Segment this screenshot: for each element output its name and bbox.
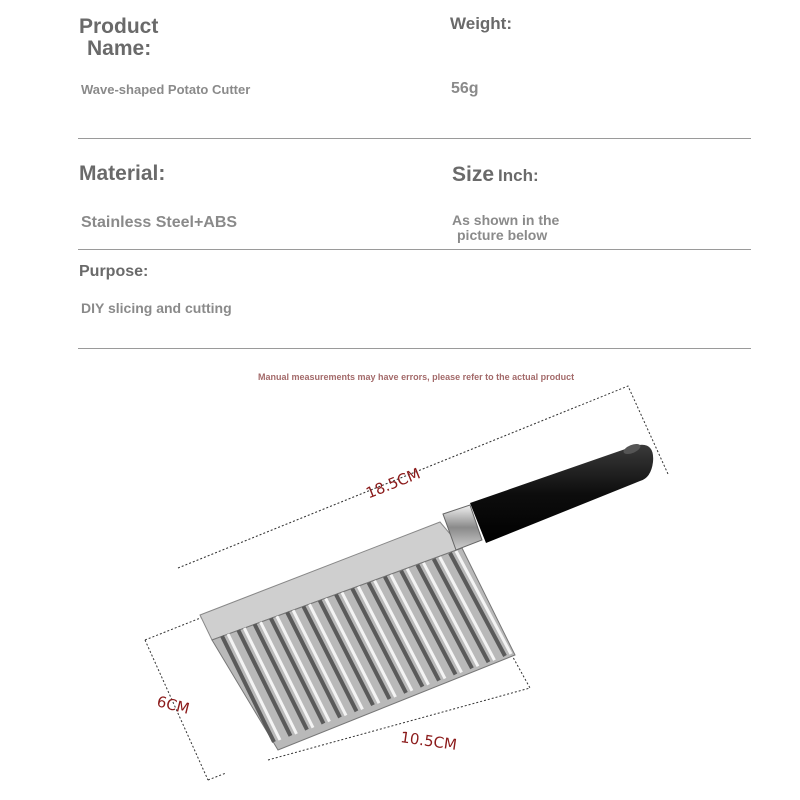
divider (78, 138, 751, 139)
height-dimension-tick (208, 773, 226, 780)
product-name-value: Wave-shaped Potato Cutter (81, 82, 251, 97)
product-figure (130, 380, 670, 800)
weight-label: Weight: (450, 14, 513, 33)
size-value-line1: As shown in the (452, 212, 560, 228)
product-name-label-line2: Name: (87, 37, 152, 60)
height-dimension-tick (145, 615, 208, 640)
divider (78, 249, 751, 250)
size-label (452, 163, 539, 187)
size-value-line2: picture below (457, 227, 548, 243)
cutter-handle (443, 442, 653, 550)
purpose-label: Purpose: (79, 263, 149, 280)
product-name-label-line1: Product (79, 15, 159, 38)
height-dimension-label: 6CM (155, 692, 192, 718)
measurement-notice: Manual measurements may have errors, please refer to the actual product (258, 372, 575, 382)
material-value: Stainless Steel+ABS (81, 214, 238, 231)
length-dimension-label: 18.5CM (363, 464, 423, 503)
size-value (452, 213, 559, 243)
purpose-value: DIY slicing and cutting (81, 300, 232, 316)
product-name-label (79, 16, 199, 60)
size-unit-label: Inch: (498, 166, 539, 185)
divider (78, 348, 751, 349)
size-label-text: Size (452, 163, 495, 186)
material-label: Material: (79, 162, 166, 185)
width-dimension-label: 10.5CM (399, 728, 459, 754)
cutter-blade (200, 522, 515, 750)
weight-value: 56g (451, 80, 479, 97)
